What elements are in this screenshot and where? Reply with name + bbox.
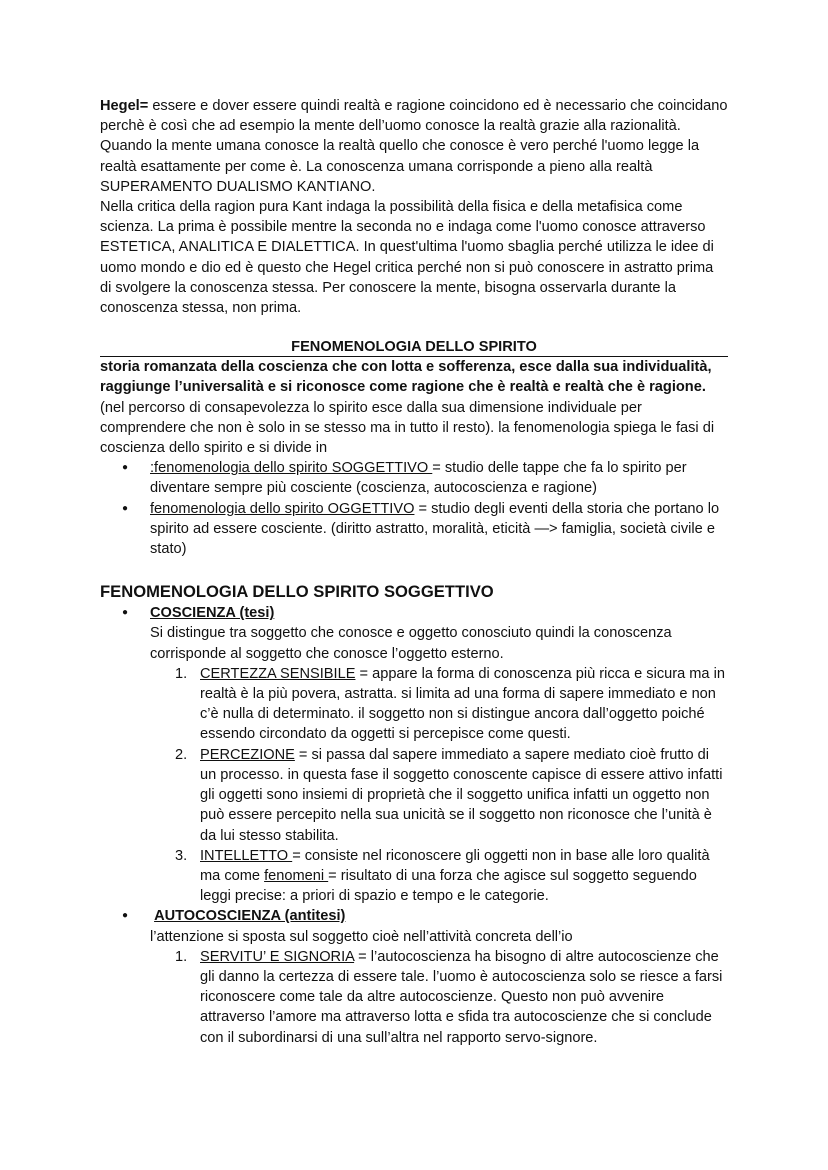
- bullet-term: :fenomenologia dello spirito SOGGETTIVO: [150, 460, 433, 477]
- item-text: = appare la forma di conoscenza più ricca e sicura ma in realtà è la più povera, astratta. si limita ad una forma di sapere immediato e non c’è nulla di determinato. il soggetto non si distingue ancora dall’oggetto poiché essendo circondato da oggetti si percepisce come questi.: [200, 665, 725, 743]
- section-title-fenomenologia: FENOMENOLOGIA DELLO SPIRITO: [100, 338, 728, 357]
- item-text: = consiste nel riconoscere gli oggetti non in base alle loro qualità ma come: [200, 847, 710, 884]
- soggettivo-list: [100, 603, 728, 623]
- item-term: PERCEZIONE: [200, 746, 295, 763]
- item-term: INTELLETTO: [200, 847, 293, 864]
- intro-text-1: essere e dover essere quindi realtà e ragione coincidono ed è necessario che coincidano perchè è così che ad esempio la mente dell’uomo conosce la realtà grazie alla razionalità. Quando la mente umana conosce la realtà quello che conosce è vero perché l'uomo legge la realtà esattamente per come è. La conoscenza umana corrisponde a pieno alla realtà SUPERAMENTO DUALISMO KANTIANO.: [100, 98, 728, 195]
- list-item-autocoscienza: [100, 906, 728, 926]
- intro-paragraph-kant: Nella critica della ragion pura Kant indaga la possibilità della fisica e della metafisica come scienza. La prima è possibile mentre la seconda no e indaga come l'uomo conosce attraverso ESTETICA, ANALITICA E DIALETTICA. In quest'ultima l'uomo sbaglia perché utilizza le idee di uomo mondo e dio ed è questo che Hegel critica perché non si può conoscere in astratto prima di svolgere la conoscenza stessa. Per conoscere la mente, bisogna osservarla durante la conoscenza stessa, non prima.: [100, 199, 714, 317]
- coscienza-title: COSCIENZA (tesi): [150, 605, 275, 622]
- item-number: 1.: [175, 948, 188, 965]
- list-item: [100, 846, 728, 907]
- item-number: 2.: [175, 746, 188, 763]
- soggettivo-list-2: [100, 906, 728, 926]
- list-item: [100, 947, 728, 1048]
- hegel-label: Hegel=: [100, 98, 149, 114]
- intro-paragraph-hegel: [100, 96, 728, 197]
- definition-bold: storia romanzata della coscienza che con lotta e sofferenza, esce dalla sua individualità, raggiunge l’universalità e si riconosce come ragione che è realtà e realtà che è ragione.: [100, 359, 712, 396]
- list-item: [100, 458, 728, 498]
- bullet-text: = studio delle tappe che fa lo spirito per diventare sempre più cosciente (coscienza, autocoscienza e ragione): [150, 460, 687, 497]
- autocoscienza-title: AUTOCOSCIENZA (antitesi): [154, 908, 346, 925]
- coscienza-description: Si distingue tra soggetto che conosce e oggetto conosciuto quindi la conoscenza corrisponde al soggetto che conosce l’oggetto esterno.: [150, 625, 672, 662]
- bullet-text: = studio degli eventi della storia che portano lo spirito ad essere cosciente. (diritto astratto, moralità, eticità —> famiglia, società civile e stato): [150, 500, 720, 558]
- fenomenologia-bullet-list: [100, 458, 728, 559]
- document-page: [100, 96, 728, 1048]
- autocoscienza-description: l’attenzione si sposta sul soggetto cioè nell’attività concreta dell’io: [150, 928, 573, 945]
- item-number: 1.: [175, 665, 188, 682]
- item-text: = si passa dal sapere immediato a sapere mediato cioè frutto di un processo. in questa fase il soggetto conoscente capisce di essere attivo infatti gli oggetti sono insiemi di proprietà che il soggetto unifica infatti un oggetto non può essere percepito nella sua unicità se il soggetto non riconosce che l’unità è da lui stesso stabilita.: [200, 746, 723, 844]
- coscienza-numbered-list: [100, 664, 728, 906]
- item-number: 3.: [175, 847, 188, 864]
- section-title-soggettivo: FENOMENOLOGIA DELLO SPIRITO SOGGETTIVO: [100, 582, 494, 602]
- list-item: [100, 745, 728, 846]
- item-text-2: = risultato di una forza che agisce sul soggetto seguendo leggi precise: a priori di spazio e tempo e le categorie.: [200, 867, 697, 905]
- item-term: CERTEZZA SENSIBILE: [200, 665, 356, 682]
- list-item: [100, 664, 728, 745]
- item-text: = l’autocoscienza ha bisogno di altre autocoscienze che gli danno la certezza di essere tale. l’uomo è autocoscienza solo se riesce a farsi riconoscere come tale da altre autocoscienze. Questo non può avvenire attraverso l’amore ma attraverso lotta e sfida tra autocoscienze che si conclude con il subordinarsi di una sull’altra nel rapporto servo-signore.: [200, 948, 723, 1046]
- list-item: [100, 499, 728, 560]
- autocoscienza-numbered-list: [100, 947, 728, 1048]
- bullet-term: fenomenologia dello spirito OGGETTIVO: [150, 500, 415, 517]
- item-term-fenomeni: fenomeni: [264, 867, 329, 884]
- list-item-coscienza: [100, 603, 728, 623]
- fenomenologia-definition: [100, 357, 728, 458]
- definition-normal: (nel percorso di consapevolezza lo spirito esce dalla sua dimensione individuale per comprendere che non è solo in se stesso ma in tutto il resto). la fenomenologia spiega le fasi di coscienza dello spirito e si divide in: [100, 399, 715, 457]
- item-term: SERVITU’ E SIGNORIA: [200, 948, 355, 965]
